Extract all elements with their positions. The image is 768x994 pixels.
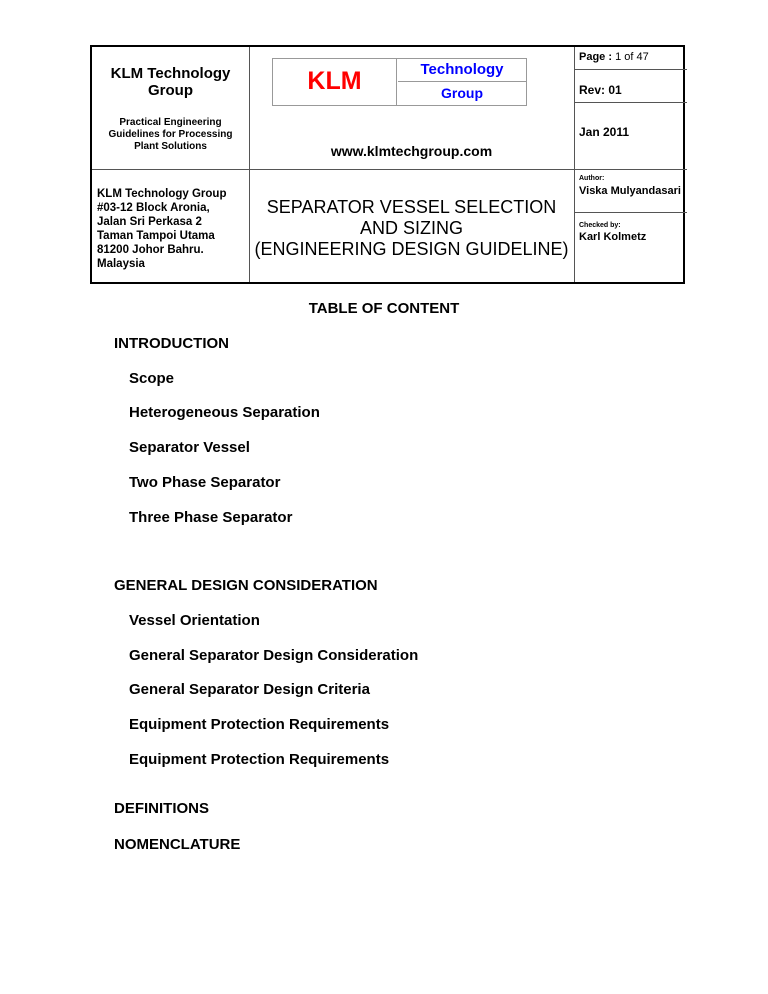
document-header bbox=[90, 45, 685, 284]
title-line: (ENGINEERING DESIGN GUIDELINE) bbox=[254, 239, 569, 259]
toc-section[interactable]: NOMENCLATURE bbox=[114, 836, 241, 853]
toc-section[interactable]: DEFINITIONS bbox=[114, 800, 210, 817]
toc-item[interactable]: Separator Vessel bbox=[129, 439, 250, 456]
address-line: 81200 Johor Bahru. bbox=[97, 244, 204, 256]
logo-technology: Technology bbox=[398, 59, 526, 82]
address-line: Malaysia bbox=[97, 258, 145, 270]
toc-item[interactable]: General Separator Design Criteria bbox=[129, 681, 370, 698]
divider bbox=[92, 169, 687, 170]
toc-item[interactable]: Two Phase Separator bbox=[129, 474, 281, 491]
title-line: AND SIZING bbox=[359, 218, 463, 238]
divider bbox=[574, 47, 575, 282]
checked-label: Checked by: bbox=[579, 222, 621, 229]
logo-group: Group bbox=[441, 85, 483, 101]
toc-item[interactable]: Three Phase Separator bbox=[129, 509, 293, 526]
company-name: KLM Technology Group bbox=[110, 65, 231, 99]
toc-item[interactable]: Vessel Orientation bbox=[129, 612, 260, 629]
address-line: Jalan Sri Perkasa 2 bbox=[97, 216, 202, 228]
date: Jan 2011 bbox=[579, 125, 630, 139]
divider bbox=[574, 212, 687, 213]
toc-title: TABLE OF CONTENT bbox=[308, 300, 460, 317]
company-address bbox=[97, 187, 226, 271]
document-title bbox=[249, 197, 574, 260]
address-line: #03-12 Block Aronia, bbox=[97, 202, 210, 214]
author-name: Viska Mulyandasari bbox=[579, 185, 681, 197]
address-line: KLM Technology Group bbox=[97, 188, 227, 200]
page-value: 1 of 47 bbox=[615, 51, 649, 63]
toc-item[interactable]: Equipment Protection Requirements bbox=[129, 751, 390, 768]
checked-name: Karl Kolmetz bbox=[579, 231, 647, 243]
revision: Rev: 01 bbox=[579, 83, 622, 97]
toc-section[interactable]: INTRODUCTION bbox=[114, 335, 229, 352]
page-label: Page : bbox=[579, 51, 613, 63]
toc-item[interactable]: Equipment Protection Requirements bbox=[129, 716, 390, 733]
divider bbox=[574, 69, 687, 70]
website-link[interactable]: www.klmtechgroup.com bbox=[330, 143, 493, 159]
toc-item[interactable]: Heterogeneous Separation bbox=[129, 404, 320, 421]
address-line: Taman Tampoi Utama bbox=[97, 230, 215, 242]
title-line: SEPARATOR VESSEL SELECTION bbox=[266, 197, 557, 217]
toc-item[interactable]: General Separator Design Consideration bbox=[129, 647, 419, 664]
author-label: Author: bbox=[579, 175, 605, 182]
tagline: Practical Engineering Guidelines for Processing Plant Solutions bbox=[108, 117, 233, 152]
page-number bbox=[579, 51, 649, 63]
toc-section[interactable]: GENERAL DESIGN CONSIDERATION bbox=[114, 577, 378, 594]
divider bbox=[574, 102, 687, 103]
klm-logo bbox=[272, 58, 527, 106]
logo-klm: KLM bbox=[273, 59, 397, 105]
toc-item[interactable]: Scope bbox=[129, 370, 175, 387]
